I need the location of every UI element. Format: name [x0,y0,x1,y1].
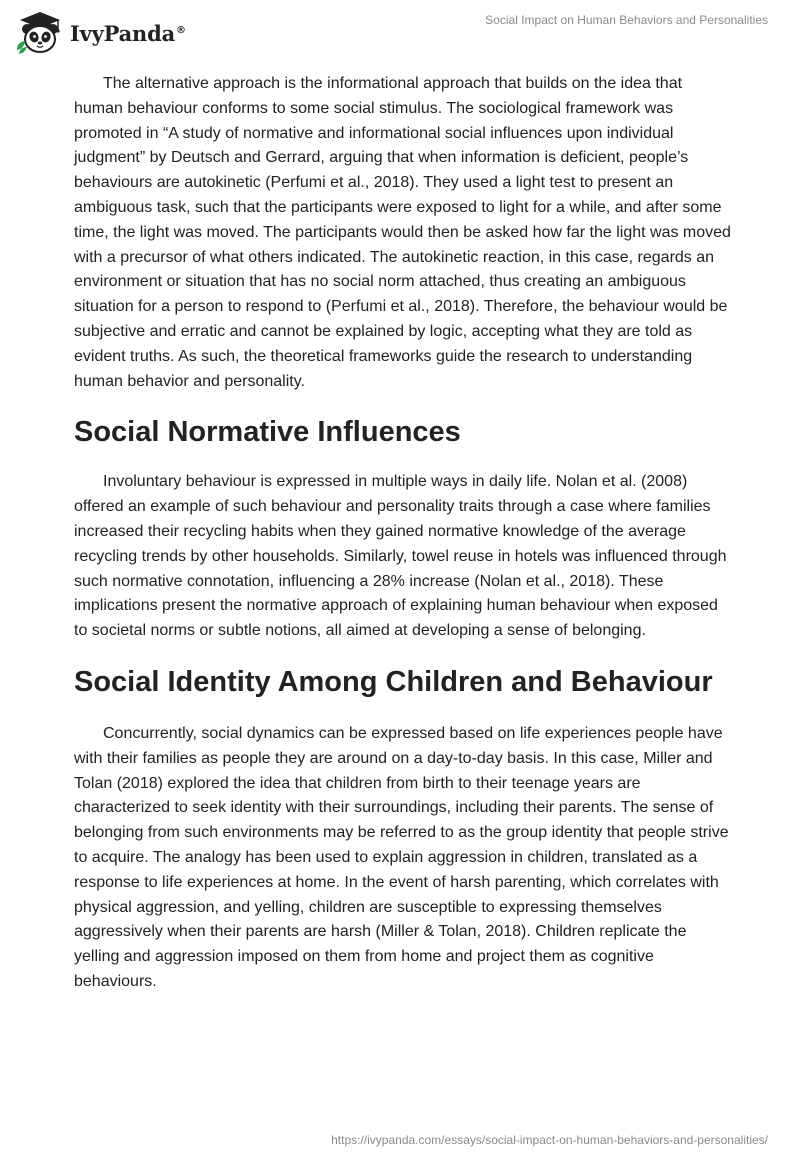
brand-name: IvyPanda® [70,20,186,46]
paragraph-normative-influences: Involuntary behaviour is expressed in multiple ways in daily life. Nolan et al. (2008) offered an example of such behaviour and personality traits through a case where families increased their recycling habits when they gained normative knowledge of the average recycling trends by other households. Similarly, towel reuse in hotels was influenced through such normative connotation, influencing a 28% increase (Nolan et al., 2018). These implications present the normative approach of explaining human behaviour when exposed to societal norms or subtle notions, all aimed at developing a sense of belonging. [74,473,727,640]
ivypanda-logo[interactable] [14,8,186,58]
source-url[interactable]: https://ivypanda.com/essays/social-impact-on-human-behaviors-and-personalities/ [331,1133,768,1147]
panda-graduate-icon [14,10,66,56]
registered-mark: ® [176,24,186,36]
paragraph-social-identity: Concurrently, social dynamics can be expressed based on life experiences people have with their families as people they are around on a day-to-day basis. In this case, Miller and Tolan (2018) explored the idea that children from birth to their teenage years are characterized to seek identity with their surroundings, including their parents. The sense of belonging from such environments may be referred to as the group identity that people strive to acquire. The analogy has been used to explain aggression in children, translated as a response to life experiences at home. In the event of harsh parenting, which correlates with physical aggression, and yelling, children are susceptible to expressing themselves aggressively when their parents are harsh (Miller & Tolan, 2018). Children replicate the yelling and aggression imposed on them from home and project them as cognitive behaviours. [74,724,729,990]
document-title: Social Impact on Human Behaviors and Personalities [485,13,768,27]
page-header [0,0,800,60]
heading-social-normative-influences: Social Normative Influences [74,416,461,449]
essay-body [74,72,734,995]
paragraph-informational-approach: The alternative approach is the informational approach that builds on the idea that human behaviour conforms to some social stimulus. The sociological framework was promoted in “A study of normative and informational social influences upon individual judgment” by Deutsch and Gerrard, arguing that when information is deficient, people’s behaviours are autokinetic (Perfumi et al., 2018). They used a light test to present an ambiguous task, such that the participants were exposed to light for a while, and after some time, the light was moved. The participants would then be asked how far the light was moved with a precursor of what others indicated. The autokinetic reaction, in this case, regards an environment or situation that has no social norm attached, thus creating an ambiguous situation for a person to respond to (Perfumi et al., 2018). Therefore, the behaviour would be subjective and erratic and cannot be explained by logic, accepting what they are told as evident truths. As such, the theoretical frameworks guide the research to understanding human behavior and personality. [74,75,731,390]
heading-social-identity-children: Social Identity Among Children and Behaviour [74,665,713,698]
